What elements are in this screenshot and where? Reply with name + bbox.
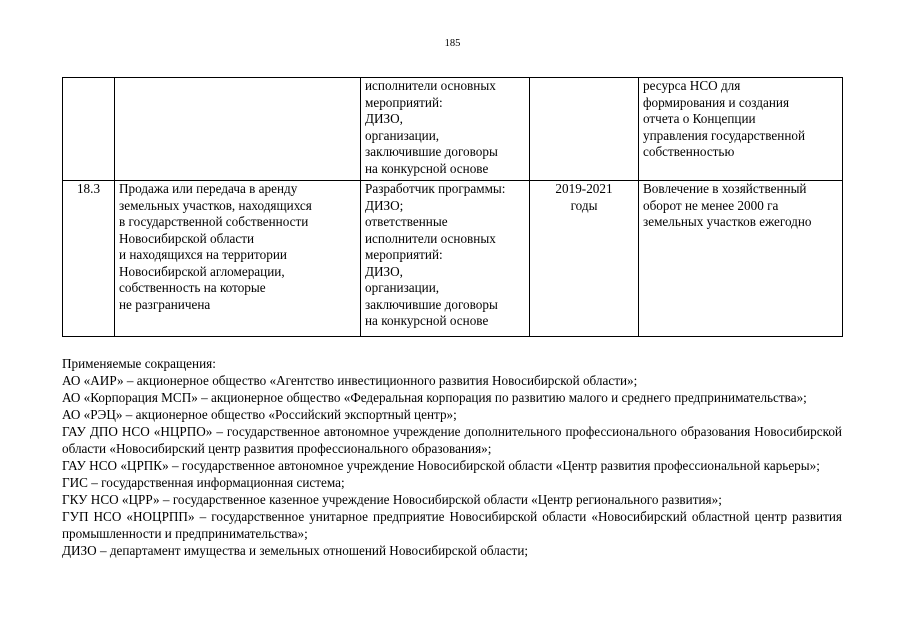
action-cell xyxy=(115,78,361,181)
row-number-cell: 18.3 xyxy=(63,181,115,337)
abbreviation-item: ГКУ НСО «ЦРР» – государственное казенное учреждение Новосибирской области «Центр регионального развития»; xyxy=(62,492,722,507)
abbreviation-item: ГАУ ДПО НСО «НЦРПО» – государственное автономное учреждение дополнительного профессионального образования Новосибирской области «Новосибирский центр развития профессионального образования»; xyxy=(62,424,842,456)
abbreviation-item: ГИС – государственная информационная система; xyxy=(62,475,345,490)
abbreviation-item: ДИЗО – департамент имущества и земельных отношений Новосибирской области; xyxy=(62,543,529,558)
abbreviations-section xyxy=(62,355,842,559)
table-row xyxy=(63,78,843,181)
abbreviation-item: АО «РЭЦ» – акционерное общество «Российский экспортный центр»; xyxy=(62,407,457,422)
executors-cell: Разработчик программы: ДИЗО; ответственные исполнители основных мероприятий: ДИЗО, организации, заключившие договоры на конкурсной основе xyxy=(361,181,530,337)
action-cell: Продажа или передача в аренду земельных участков, находящихся в государственной собственности Новосибирской области и находящихся на территории Новосибирской агломерации, собственность на которые не разграничена xyxy=(115,181,361,337)
row-number-cell xyxy=(63,78,115,181)
abbreviation-item: АО «АИР» – акционерное общество «Агентство инвестиционного развития Новосибирской области»; xyxy=(62,373,638,388)
page-number: 185 xyxy=(444,38,461,49)
abbreviations-heading: Применяемые сокращения: xyxy=(62,356,216,371)
table-row xyxy=(63,181,843,337)
result-cell: ресурса НСО для формирования и создания отчета о Концепции управления государственной собственностью xyxy=(639,78,843,181)
period-cell xyxy=(530,78,639,181)
executors-cell: исполнители основных мероприятий: ДИЗО, организации, заключившие договоры на конкурсной основе xyxy=(361,78,530,181)
abbreviation-item: ГАУ НСО «ЦРПК» – государственное автономное учреждение Новосибирской области «Центр развития профессиональной карьеры»; xyxy=(62,458,820,473)
result-cell: Вовлечение в хозяйственный оборот не менее 2000 га земельных участков ежегодно xyxy=(639,181,843,337)
abbreviation-item: АО «Корпорация МСП» – акционерное общество «Федеральная корпорация по развитию малого и среднего предпринимательства»; xyxy=(62,390,807,405)
measures-table xyxy=(62,77,843,337)
abbreviation-item: ГУП НСО «НОЦРПП» – государственное унитарное предприятие Новосибирской области «Новосибирский областной центр развития промышленности и предпринимательства»; xyxy=(62,509,842,541)
period-cell: 2019-2021 годы xyxy=(530,181,639,337)
